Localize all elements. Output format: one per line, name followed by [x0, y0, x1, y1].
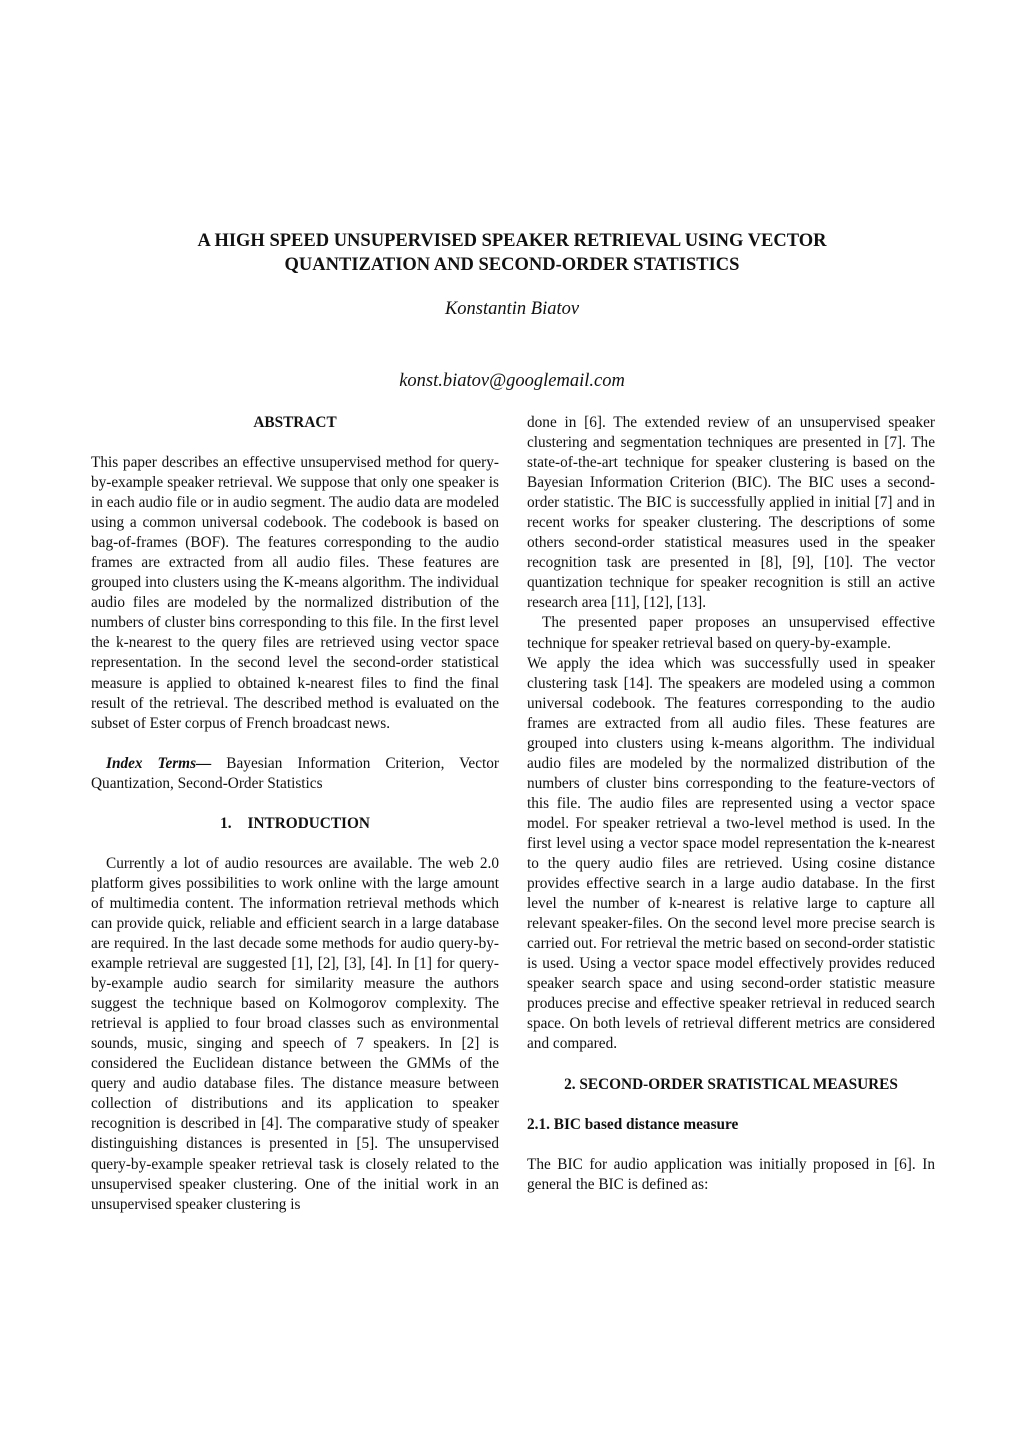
index-terms-text: Bayesian Information Criterion, Vector Quantization, Second-Order Statistics [91, 754, 499, 792]
introduction-paragraph-1-continued: done in [6]. The extended review of an unsupervised speaker clustering and segmentation techniques are presented in [7]. The state-of-the-art technique for speaker clustering is based on the Bayesian Information Criterion (BIC). The BIC uses a second-order statistic. The BIC is successfully applied in initial [7] and in recent works for speaker clustering. The descriptions of some others second-order statistical measures used in the speaker recognition task are presented in [8], [9], [10]. The vector quantization technique for speaker recognition is still an active research area [11], [12], [13]. [527, 414, 935, 612]
left-column [91, 413, 499, 1215]
introduction-paragraph-2: The presented paper proposes an unsupervised effective technique for speaker retrieval based on query-by-example. [527, 614, 935, 652]
subsection-heading-bic: 2.1. BIC based distance measure [527, 1115, 739, 1133]
paper-title-line-1: A HIGH SPEED UNSUPERVISED SPEAKER RETRIEVAL USING VECTOR [197, 231, 827, 251]
right-column [527, 413, 935, 1195]
section-number: 1. [220, 814, 232, 832]
introduction-paragraph-3: We apply the idea which was successfully used in speaker clustering task [14]. The speakers are modeled using a common universal codebook. The features corresponding to the audio frames are extracted from all audio files. These features are grouped into clusters using k-means algorithm. The individual audio files are modeled by the normalized distribution of the numbers of cluster bins corresponding to the feature-vectors of this file. The audio files are represented using a vector space model. For speaker retrieval a two-level method is used. In the first level using a vector space model representation the k-nearest to the query audio files are retrieved. Using cosine distance provides effective search in a large audio database. In the first level the number of k-nearest is relative large to capture all relevant speaker-files. On the second level more precise search is carried out. For retrieval the metric based on second-order statistic is used. Using a vector space model effectively provides reduced speaker search space and using second-order statistic measure produces precise and effective speaker retrieval in reduced search space. On both levels of retrieval different metrics are considered and compared. [527, 654, 935, 1053]
bic-paragraph: The BIC for audio application was initially proposed in [6]. In general the BIC is defined as: [527, 1155, 935, 1193]
paper-title [120, 229, 904, 277]
abstract-heading: ABSTRACT [253, 414, 337, 431]
section-heading-second-order: 2. SECOND-ORDER SRATISTICAL MEASURES [564, 1075, 898, 1093]
index-terms-label: Index Terms— [106, 754, 212, 772]
author-name: Konstantin Biatov [444, 299, 580, 319]
section-heading-introduction [91, 814, 499, 834]
paper-title-line-2: QUANTIZATION AND SECOND-ORDER STATISTICS [284, 255, 740, 275]
introduction-paragraph-1: Currently a lot of audio resources are available. The web 2.0 platform gives possibilities to work online with the large amount of multimedia content. The information retrieval methods which can provide quick, reliable and efficient search in a large database are required. In the last decade some methods for audio query-by-example retrieval are suggested [1], [2], [3], [4]. In [1] for query-by-example audio search for similarity measure the authors suggest the technique based on Kolmogorov complexity. The retrieval is applied to four broad classes such as environmental sounds, music, singing and speech of 7 speakers. In [2] is considered the Euclidean distance between the GMMs of the query and audio database files. The distance measure between collection of distributions and its application to speaker recognition is described in [4]. The comparative study of speaker distinguishing distances is presented in [5]. The unsupervised query-by-example speaker retrieval task is closely related to the unsupervised speaker clustering. One of the initial work in an unsupervised speaker clustering is [91, 854, 499, 1213]
index-terms [91, 754, 499, 794]
author-email: konst.biatov@googlemail.com [399, 371, 625, 391]
abstract-text: This paper describes an effective unsupervised method for query-by-example speaker retrieval. We suppose that only one speaker is in each audio file or in audio segment. The audio data are modeled using a common universal codebook. The codebook is based on bag-of-frames (BOF). The features corresponding to the audio frames are extracted from all audio files. These features are grouped into clusters using the K-means algorithm. The individual audio files are modeled by the normalized distribution of the numbers of cluster bins corresponding to this file. In the first level the k-nearest to the query files are retrieved using vector space representation. In the second level the second-order statistical measure is applied to obtained k-nearest files to find the final result of the retrieval. The described method is evaluated on the subset of Ester corpus of French broadcast news. [91, 454, 499, 732]
section-title: INTRODUCTION [247, 814, 370, 832]
